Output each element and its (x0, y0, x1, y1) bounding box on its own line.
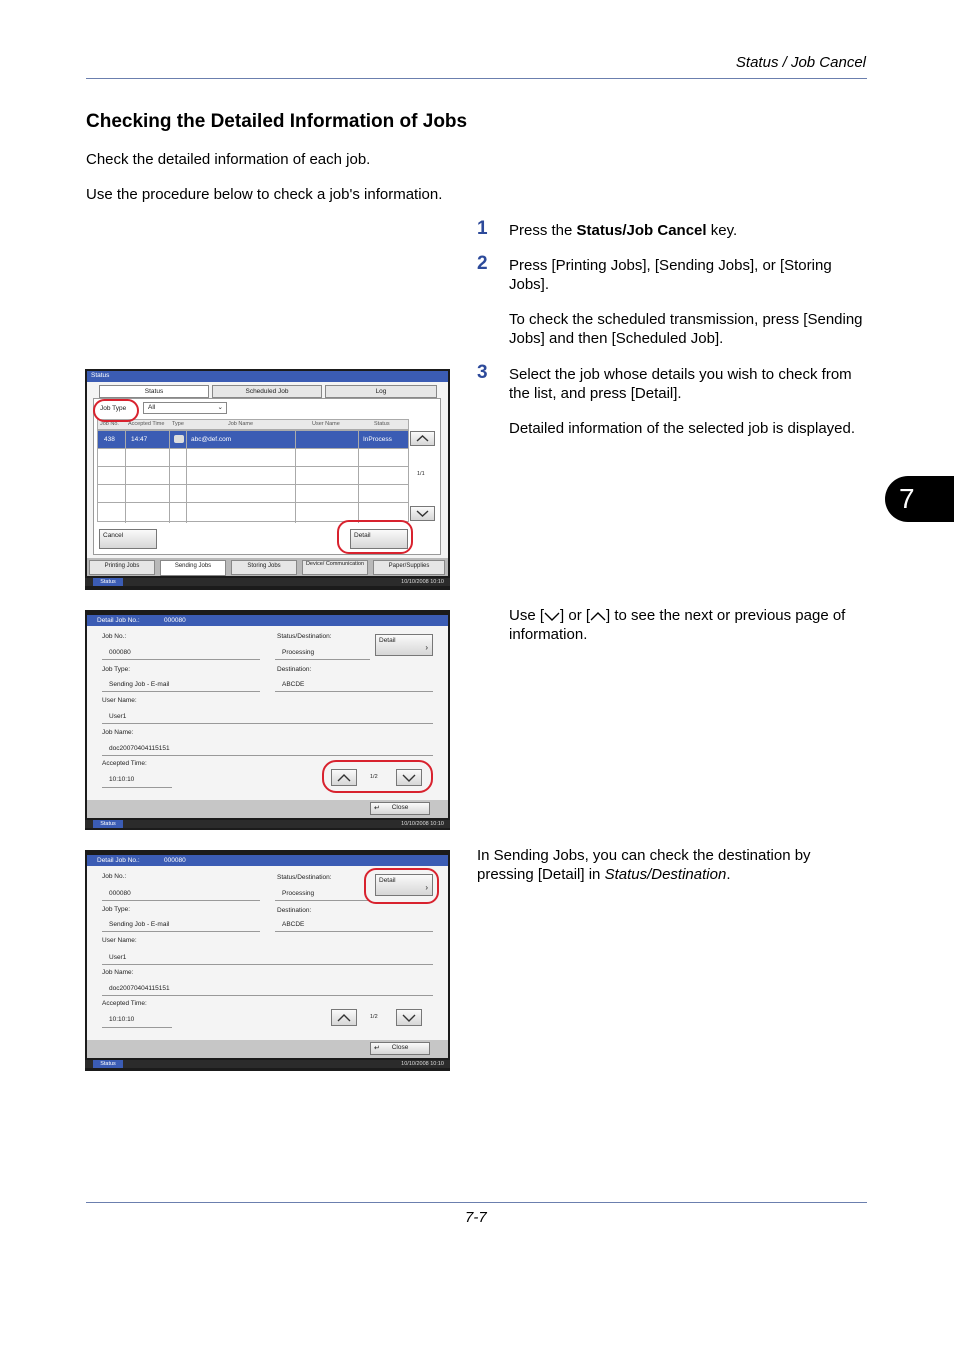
chapter-tab: 7 (885, 476, 954, 522)
chevron-up-icon (332, 1010, 356, 1025)
job-table (97, 430, 409, 522)
tab-status[interactable]: Status (99, 385, 209, 398)
col-divider (125, 431, 126, 523)
return-icon: ↵ (374, 1045, 380, 1052)
job-no-value: 000080 (109, 649, 131, 656)
accepted-time-label: Accepted Time: (102, 760, 147, 767)
col-accepted-time: Accepted Time (128, 421, 165, 427)
underline (275, 691, 433, 692)
chevron-down-icon (397, 1010, 421, 1025)
table-row[interactable] (98, 485, 408, 503)
job-type-select[interactable]: All ⌄ (143, 402, 227, 414)
step-2-note: To check the scheduled transmission, press [Sending Jobs] and then [Scheduled Job]. (509, 311, 863, 347)
job-name-value: doc20070404115151 (109, 745, 170, 752)
col-user-name: User Name (312, 421, 340, 427)
status-screen (85, 369, 450, 590)
page-number: 7-7 (465, 1209, 487, 1226)
row-job-name: abc@def.com (191, 436, 232, 443)
step-3-text: Select the job whose details you wish to check from the list, and press [Detail]. (509, 366, 852, 402)
cancel-button[interactable]: Cancel (99, 529, 157, 549)
step-3-number: 3 (477, 362, 488, 383)
destination-label: Destination: (277, 666, 312, 673)
chevron-right-icon: › (425, 883, 428, 892)
footer-status[interactable]: Status (93, 578, 123, 586)
tab-sending-jobs[interactable]: Sending Jobs (160, 560, 226, 576)
job-no-label: Job No.: (102, 873, 127, 880)
job-name-label: Job Name: (102, 969, 134, 976)
col-divider (169, 431, 170, 523)
page-indicator: 1/2 (370, 1014, 378, 1020)
user-name-label: User Name: (102, 937, 137, 944)
footer-time: 10/10/2008 10:10 (401, 579, 444, 585)
tab-scheduled-job[interactable]: Scheduled Job (212, 385, 322, 398)
col-divider (358, 431, 359, 523)
underline (275, 931, 433, 932)
intro-line-1: Check the detailed information of each job. (86, 151, 371, 168)
status-footer (85, 578, 450, 586)
highlight-detail (364, 868, 439, 904)
screen-title: Status (87, 371, 448, 382)
detail-title-value: 000080 (164, 857, 186, 864)
job-type-label: Job Type (100, 405, 127, 412)
table-row[interactable] (98, 431, 408, 449)
detail-title-label: Detail Job No.: (97, 617, 140, 624)
tab-log[interactable]: Log (325, 385, 437, 398)
col-job-name: Job Name (228, 421, 254, 427)
chevron-down-icon (544, 611, 560, 621)
status-label: Status/Destination: (277, 633, 332, 640)
chevron-right-icon: › (425, 643, 428, 652)
underline (102, 964, 433, 965)
row-status: InProcess (363, 436, 392, 443)
destination-value: ABCDE (282, 681, 305, 688)
footer-rule (86, 1202, 867, 1203)
page-down-button[interactable] (396, 1009, 422, 1026)
page-up-button[interactable] (331, 1009, 357, 1026)
job-type-label: Job Type: (102, 906, 131, 913)
col-divider (186, 431, 187, 523)
job-name-value: doc20070404115151 (109, 985, 170, 992)
detail-title-bar (87, 855, 448, 866)
detail-button-bar (87, 800, 448, 818)
chevron-up-icon (411, 432, 434, 445)
step-3-note: Detailed information of the selected job is displayed. (509, 420, 856, 437)
underline (275, 659, 370, 660)
underline (102, 755, 433, 756)
job-type-value: Sending Job - E-mail (109, 681, 170, 688)
table-row[interactable] (98, 467, 408, 485)
underline (275, 900, 370, 901)
underline (102, 931, 260, 932)
status-value: Processing (282, 649, 315, 656)
footer-status[interactable]: Status (93, 1060, 123, 1068)
col-divider (295, 431, 296, 523)
close-button[interactable]: ↵ Close (370, 1042, 430, 1055)
tab-storing-jobs[interactable]: Storing Jobs (231, 560, 297, 575)
page-title: Checking the Detailed Information of Jobs (86, 111, 468, 132)
underline (102, 787, 172, 788)
job-no-value: 000080 (109, 890, 131, 897)
status-footer (85, 1060, 450, 1068)
bottom-tabs (87, 558, 448, 576)
footer-time: 10/10/2008 10:10 (401, 1061, 444, 1067)
detail-button[interactable]: Detail (350, 529, 408, 549)
underline (102, 723, 433, 724)
underline (102, 659, 260, 660)
tab-device-communication[interactable]: Device/ Communication (302, 560, 368, 575)
tab-paper-supplies[interactable]: Paper/Supplies (373, 560, 445, 575)
detail-button[interactable]: Detail › (375, 874, 433, 896)
page-indicator: 1/2 (370, 774, 378, 780)
step-1-text: Press the Status/Job Cancel key. (509, 222, 738, 239)
col-job-no: Job No. (100, 421, 119, 427)
table-row[interactable] (98, 449, 408, 467)
destination-label: Destination: (277, 907, 312, 914)
job-type-value: Sending Job - E-mail (109, 921, 170, 928)
step-2-text: Press [Printing Jobs], [Sending Jobs], or [Storing Jobs]. (509, 257, 832, 293)
status-footer (85, 820, 450, 828)
step-1-number: 1 (477, 218, 488, 239)
underline (102, 995, 433, 996)
dropdown-icon: ⌄ (217, 404, 223, 411)
section-header: Status / Job Cancel (735, 54, 866, 71)
row-time: 14:47 (131, 436, 148, 443)
row-job-no: 438 (104, 436, 115, 443)
col-type: Type (172, 421, 184, 427)
user-name-label: User Name: (102, 697, 137, 704)
user-name-value: User1 (109, 713, 127, 720)
footer-status[interactable]: Status (93, 820, 123, 828)
status-label: Status/Destination: (277, 874, 332, 881)
job-no-label: Job No.: (102, 633, 127, 640)
detail-button[interactable]: Detail › (375, 634, 433, 656)
chevron-down-icon (411, 507, 434, 520)
page-indicator: 1/1 (417, 471, 425, 477)
detail-title-bar (87, 615, 448, 626)
underline (102, 1027, 172, 1028)
detail-screen-destination (85, 850, 450, 1071)
underline (102, 691, 260, 692)
footer-time: 10/10/2008 10:10 (401, 821, 444, 827)
accepted-time-value: 10:10:10 (109, 1016, 135, 1023)
highlight-job-type (93, 399, 139, 422)
return-icon: ↵ (374, 805, 380, 812)
col-status: Status (374, 421, 390, 427)
table-header (97, 419, 409, 430)
page-nav-note: Use [ ] or [ ] to see the next or previous page of information. (509, 607, 846, 643)
user-name-value: User1 (109, 954, 127, 961)
scroll-down-button[interactable] (410, 506, 435, 521)
chevron-up-icon (590, 611, 606, 621)
destination-value: ABCDE (282, 921, 305, 928)
table-row[interactable] (98, 503, 408, 521)
highlight-page-arrows (322, 760, 433, 793)
job-name-label: Job Name: (102, 729, 134, 736)
detail-title-label: Detail Job No.: (97, 857, 140, 864)
email-icon (174, 435, 184, 443)
underline (102, 900, 260, 901)
detail-button-bar (87, 1040, 448, 1058)
tab-printing-jobs[interactable]: Printing Jobs (89, 560, 155, 575)
destination-note: In Sending Jobs, you can check the destination by pressing [Detail] in Status/Destination. (477, 847, 811, 883)
job-type-label: Job Type: (102, 666, 131, 673)
detail-screen-pages (85, 610, 450, 830)
highlight-detail (337, 520, 413, 554)
header-rule (86, 78, 867, 79)
close-button[interactable]: ↵ Close (370, 802, 430, 815)
intro-line-2: Use the procedure below to check a job's information. (86, 186, 443, 203)
detail-title-value: 000080 (164, 617, 186, 624)
status-value: Processing (282, 890, 315, 897)
step-2-number: 2 (477, 253, 488, 274)
accepted-time-label: Accepted Time: (102, 1000, 147, 1007)
scroll-up-button[interactable] (410, 431, 435, 446)
accepted-time-value: 10:10:10 (109, 776, 135, 783)
